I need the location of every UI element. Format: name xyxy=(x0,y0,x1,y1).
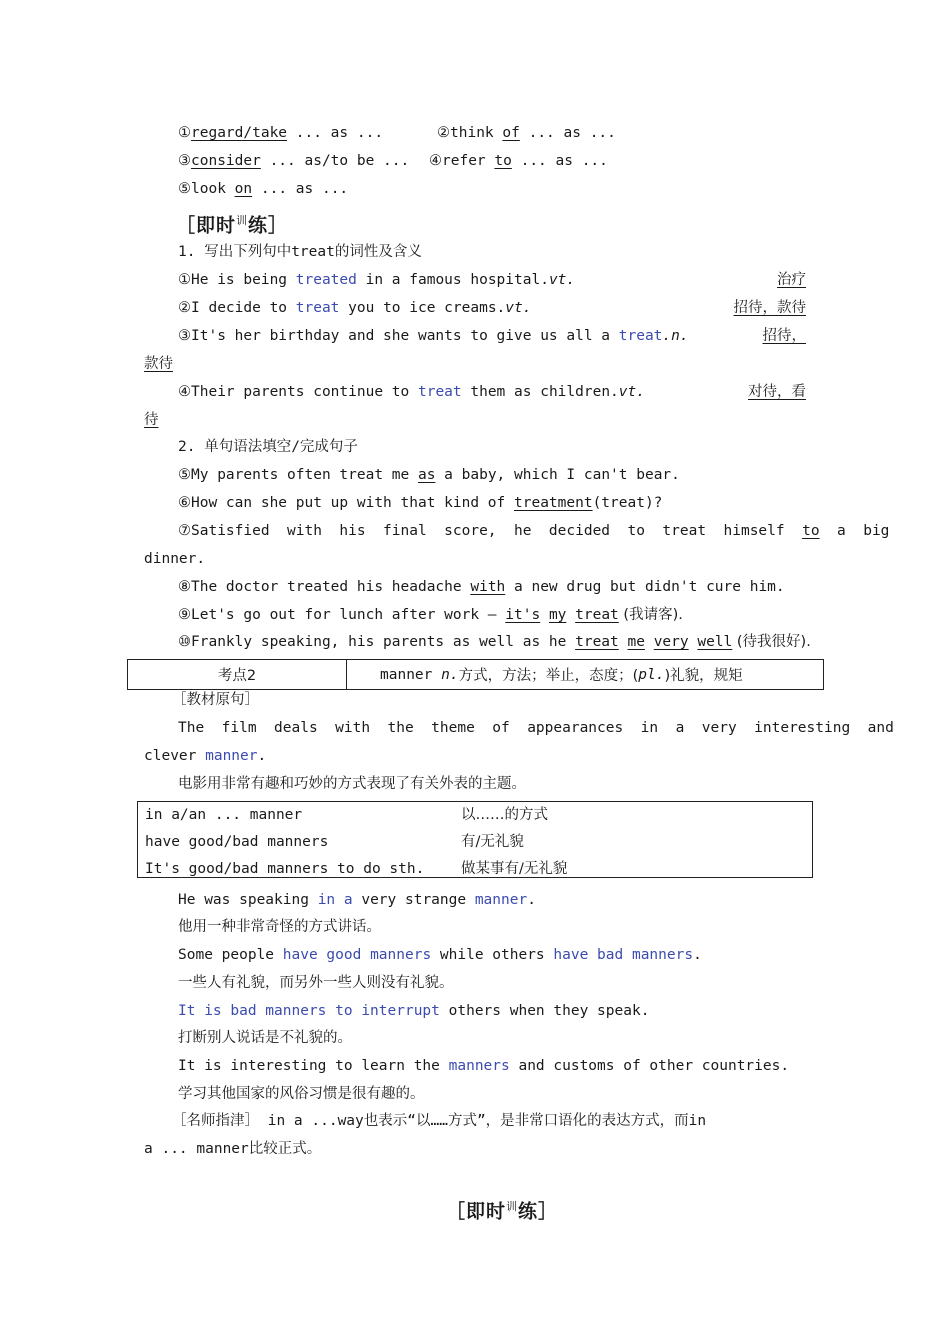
usage-row-3-en: It's good/bad manners to do sth. xyxy=(145,861,425,877)
textbook-tag: ［教材原句］ xyxy=(172,692,259,708)
question-2-title-text: 2. 单句语法填空/完成句子 xyxy=(178,439,358,455)
answer-4-part1: 对待，看 xyxy=(748,384,806,400)
example-4-zh: 学习其他国家的风俗习惯是很有趣的。 xyxy=(178,1086,425,1102)
s8-post: a new drug but didn't cure him. xyxy=(505,579,785,595)
s6-pre: ⑥How can she put up with that kind of xyxy=(178,495,514,511)
example-2-en xyxy=(178,945,702,965)
phrase-5 xyxy=(178,179,348,199)
practice-heading-2 xyxy=(446,1194,559,1223)
usage-row-1-en: in a/an ... manner xyxy=(145,807,303,823)
teacher-tip-line-1 xyxy=(172,1111,706,1131)
question-1-title xyxy=(178,242,422,262)
kaodian-pos-n: n. xyxy=(441,666,459,683)
teacher-tip-line-2: a ... manner比较正式。 xyxy=(144,1141,322,1157)
e1-end: . xyxy=(527,892,536,908)
e2-highlight-2: have bad manners xyxy=(553,947,694,963)
phrase-5-post: ... as ... xyxy=(252,181,349,197)
s10-answer-1: treat xyxy=(575,634,619,650)
phrase-2-pre: ②think xyxy=(437,125,503,141)
usage-row-2-en: have good/bad manners xyxy=(145,834,329,850)
answer-3-part2: 款待 xyxy=(144,356,173,372)
s2-pos: vt. xyxy=(505,300,532,316)
e3-highlight: It is bad manners to interrupt xyxy=(178,1003,440,1019)
phrase-1-rest: ... as ... xyxy=(287,125,384,141)
s1-post: in a famous hospital. xyxy=(356,272,549,288)
s4-pos: vt. xyxy=(618,384,645,400)
e1-highlight-2: manner xyxy=(474,892,528,908)
bracket-right-2: ］ xyxy=(538,1200,559,1223)
s9-post: (我请客). xyxy=(618,607,683,623)
s3-pre: ③It's her birthday and she wants to give us all a xyxy=(178,328,619,344)
sentence-10 xyxy=(178,632,811,652)
e4-post: and customs of other countries. xyxy=(509,1058,790,1074)
question-1-title-text: 1. 写出下列句中treat的词性及含义 xyxy=(178,244,422,260)
answer-2: 招待，款待 xyxy=(733,300,806,316)
example-1-en xyxy=(178,890,536,910)
s10-answer-4: well xyxy=(697,634,733,650)
s5-post: a baby, which I can't bear. xyxy=(435,467,680,483)
s10-pre: ⑩Frankly speaking, his parents as well as he xyxy=(178,634,576,650)
s9-pre: ⑨Let's go out for lunch after work — xyxy=(178,607,506,623)
answer-3-part1: 招待， xyxy=(762,328,806,344)
phrase-2-prep: of xyxy=(502,125,520,141)
textbook-zh: 电影用非常有趣和巧妙的方式表现了有关外表的主题。 xyxy=(178,776,526,792)
e4-highlight: manners xyxy=(448,1058,510,1074)
usage-table xyxy=(137,801,813,878)
s2-pre: ②I decide to xyxy=(178,300,296,316)
usage-row-1-zh: 以……的方式 xyxy=(461,807,548,823)
s8-answer: with xyxy=(470,579,506,595)
s6-post: (treat)? xyxy=(592,495,663,511)
example-3-en xyxy=(178,1001,649,1021)
phrase-3-verb: consider xyxy=(191,153,261,169)
textbook-en-end: . xyxy=(257,748,267,764)
teacher-tip-text-1: in a ...way也表示“以……方式”，是非常口语化的表达方式，而in xyxy=(259,1113,707,1129)
e2-mid: while others xyxy=(431,947,554,963)
e1-mid: very strange xyxy=(352,892,475,908)
phrase-4-prep: to xyxy=(494,153,512,169)
s10-answer-3: very xyxy=(653,634,689,650)
phrase-1-verb: regard/take xyxy=(191,125,288,141)
kaodian-box xyxy=(127,659,824,690)
s4-pre: ④Their parents continue to xyxy=(178,384,418,400)
phrase-5-prep: on xyxy=(234,181,253,197)
heading2-main-1: 即时 xyxy=(466,1200,507,1223)
e3-post: others when they speak. xyxy=(439,1003,650,1019)
usage-row-2-zh: 有/无礼貌 xyxy=(461,834,524,850)
e2-end: . xyxy=(693,947,702,963)
kaodian-word: manner xyxy=(380,666,442,683)
practice-heading-1 xyxy=(176,208,289,237)
s8-pre: ⑧The doctor treated his headache xyxy=(178,579,471,595)
e2-highlight-1: have good manners xyxy=(282,947,432,963)
s7-pre: ⑦Satisfied with his final score, he decided to treat himself xyxy=(178,523,803,539)
example-4-en xyxy=(178,1056,789,1076)
phrase-1-circle: ① xyxy=(178,125,191,141)
s7-answer: to xyxy=(802,523,820,539)
phrase-4 xyxy=(429,151,608,171)
e1-highlight-1: in a xyxy=(317,892,353,908)
answer-1: 治疗 xyxy=(777,272,806,288)
usage-row-3-zh: 做某事有/无礼貌 xyxy=(461,861,568,877)
s9-answer-2: my xyxy=(548,607,567,623)
s1-pos: vt. xyxy=(548,272,576,288)
sentence-2 xyxy=(178,298,532,318)
heading2-main-2: 练 xyxy=(518,1200,539,1223)
phrase-2 xyxy=(437,123,616,143)
phrase-3-post: ... as/to be ... xyxy=(260,153,410,169)
phrase-3-pre: ③ xyxy=(178,153,191,169)
example-2-zh: 一些人有礼貌，而另外一些人则没有礼貌。 xyxy=(178,975,454,991)
heading2-sup: 训 xyxy=(506,1200,519,1213)
e4-pre: It is interesting to learn the xyxy=(178,1058,449,1074)
heading-main-2: 练 xyxy=(248,214,269,237)
sentence-7 xyxy=(178,521,890,541)
answer-4-part2: 待 xyxy=(144,412,159,428)
s1-pre: ①He is being xyxy=(178,272,296,288)
kaodian-label: 考点2 xyxy=(128,660,347,689)
s3-word: treat xyxy=(618,328,663,344)
textbook-en-cont: clever xyxy=(144,748,206,764)
kaodian-def-1: 方式，方法；举止，态度；( xyxy=(458,668,639,684)
s10-post: (待我很好). xyxy=(732,634,811,650)
s4-word: treat xyxy=(417,384,462,400)
teacher-tip-tag: ［名师指津］ xyxy=(172,1113,259,1129)
s2-post: you to ice creams. xyxy=(339,300,506,316)
e1-pre: He was speaking xyxy=(178,892,318,908)
sentence-4 xyxy=(178,382,645,402)
kaodian-pos-pl: pl. xyxy=(638,666,665,683)
phrase-5-pre: ⑤look xyxy=(178,181,235,197)
textbook-en-line-1: The film deals with the theme of appearances in a very interesting and xyxy=(178,720,894,736)
example-3-zh: 打断别人说话是不礼貌的。 xyxy=(178,1030,352,1046)
e2-pre: Some people xyxy=(178,947,283,963)
sentence-9 xyxy=(178,605,683,625)
sentence-6 xyxy=(178,493,662,513)
sentence-8 xyxy=(178,577,785,597)
s7-post: a big xyxy=(819,523,890,539)
heading-main-1: 即时 xyxy=(196,214,237,237)
sentence-5 xyxy=(178,465,680,485)
kaodian-def-2: )礼貌，规矩 xyxy=(664,668,743,684)
s4-post: them as children. xyxy=(461,384,619,400)
phrase-4-pre: ④refer xyxy=(429,153,495,169)
phrase-1 xyxy=(178,123,383,143)
bracket-left-2: ［ xyxy=(446,1200,467,1223)
phrase-2-post: ... as ... xyxy=(519,125,616,141)
kaodian-definition xyxy=(380,660,743,689)
s9-answer-3: treat xyxy=(575,607,619,623)
example-1-zh: 他用一种非常奇怪的方式讲话。 xyxy=(178,919,381,935)
s5-pre: ⑤My parents often treat me xyxy=(178,467,418,483)
phrase-4-post: ... as ... xyxy=(511,153,608,169)
s5-answer: as xyxy=(417,467,436,483)
s10-answer-2: me xyxy=(627,634,645,650)
question-2-title xyxy=(178,437,358,457)
s6-answer: treatment xyxy=(514,495,593,511)
bracket-left: ［ xyxy=(176,214,197,237)
sentence-3 xyxy=(178,326,689,346)
sentence-7-cont: dinner. xyxy=(144,551,206,567)
sentence-1 xyxy=(178,270,575,290)
bracket-right: ］ xyxy=(268,214,289,237)
textbook-en-word: manner xyxy=(205,748,258,764)
s9-answer-1: it's xyxy=(505,607,541,623)
textbook-en-line-2 xyxy=(144,746,266,766)
heading-sup: 训 xyxy=(236,214,249,227)
s1-word: treated xyxy=(295,272,357,288)
s2-word: treat xyxy=(295,300,340,316)
s3-pos: .n. xyxy=(662,328,689,344)
phrase-3 xyxy=(178,151,409,171)
